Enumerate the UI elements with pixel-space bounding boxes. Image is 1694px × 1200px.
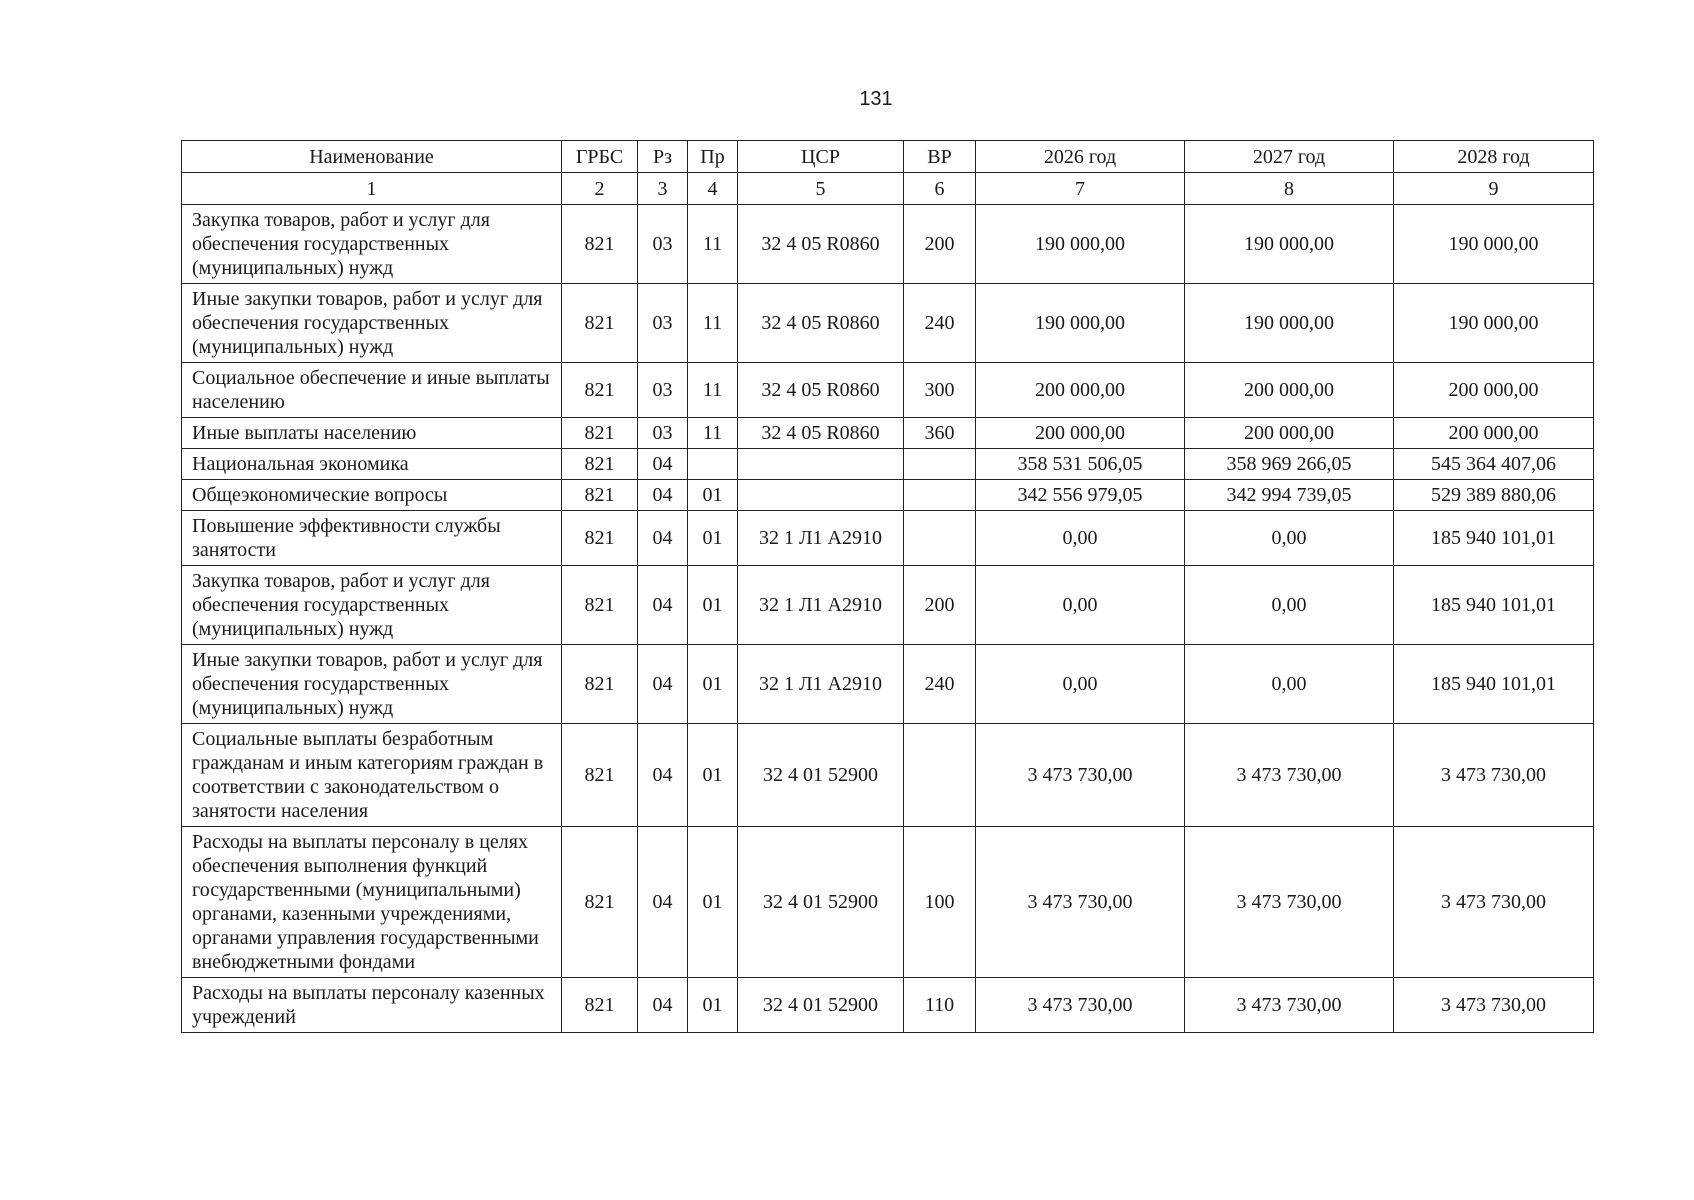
cell-rz: 04 [638,480,688,511]
cell-vr: 360 [904,418,976,449]
column-number: 4 [688,173,738,205]
cell-grbs: 821 [562,827,638,978]
cell-2026: 0,00 [976,566,1185,645]
column-number: 5 [738,173,904,205]
cell-pr: 11 [688,205,738,284]
cell-2027: 3 473 730,00 [1185,724,1394,827]
column-header: ГРБС [562,141,638,173]
cell-grbs: 821 [562,363,638,418]
column-number: 8 [1185,173,1394,205]
column-header: Наименование [182,141,562,173]
cell-csr: 32 4 05 R0860 [738,363,904,418]
cell-csr [738,449,904,480]
cell-2027: 200 000,00 [1185,418,1394,449]
cell-rz: 03 [638,418,688,449]
cell-csr: 32 1 Л1 А2910 [738,511,904,566]
table-row [182,724,1594,827]
cell-pr: 01 [688,978,738,1033]
cell-csr: 32 4 05 R0860 [738,205,904,284]
cell-2028: 3 473 730,00 [1394,978,1594,1033]
cell-2026: 190 000,00 [976,205,1185,284]
cell-2028: 190 000,00 [1394,205,1594,284]
cell-2026: 358 531 506,05 [976,449,1185,480]
cell-pr [688,449,738,480]
table-row [182,284,1594,363]
cell-2026: 200 000,00 [976,363,1185,418]
cell-rz: 03 [638,284,688,363]
table-row [182,827,1594,978]
cell-name: Иные закупки товаров, работ и услуг для обеспечения государственных (муниципальных) нужд [182,645,562,724]
cell-2026: 342 556 979,05 [976,480,1185,511]
cell-vr: 300 [904,363,976,418]
cell-name: Расходы на выплаты персоналу в целях обеспечения выполнения функций государственными (муниципальными) органами, казенными учреждениями, органами управления государственными внебюджетными фондами [182,827,562,978]
cell-2028: 529 389 880,06 [1394,480,1594,511]
cell-2027: 3 473 730,00 [1185,827,1394,978]
column-number: 3 [638,173,688,205]
column-header: Пр [688,141,738,173]
cell-grbs: 821 [562,205,638,284]
cell-2028: 545 364 407,06 [1394,449,1594,480]
cell-grbs: 821 [562,978,638,1033]
column-header: ВР [904,141,976,173]
cell-2028: 185 940 101,01 [1394,566,1594,645]
cell-2027: 190 000,00 [1185,284,1394,363]
cell-pr: 01 [688,827,738,978]
cell-pr: 01 [688,480,738,511]
cell-2026: 3 473 730,00 [976,978,1185,1033]
cell-grbs: 821 [562,418,638,449]
cell-2027: 190 000,00 [1185,205,1394,284]
table-row [182,205,1594,284]
cell-vr: 200 [904,205,976,284]
cell-vr: 240 [904,284,976,363]
cell-2026: 0,00 [976,511,1185,566]
table-row [182,645,1594,724]
cell-2027: 0,00 [1185,645,1394,724]
cell-rz: 04 [638,827,688,978]
cell-2028: 190 000,00 [1394,284,1594,363]
cell-name: Закупка товаров, работ и услуг для обеспечения государственных (муниципальных) нужд [182,205,562,284]
cell-vr [904,449,976,480]
table-row [182,418,1594,449]
cell-csr: 32 4 01 52900 [738,827,904,978]
cell-pr: 01 [688,511,738,566]
header-row [182,141,1594,173]
cell-2027: 3 473 730,00 [1185,978,1394,1033]
cell-pr: 11 [688,284,738,363]
cell-grbs: 821 [562,511,638,566]
column-number: 1 [182,173,562,205]
cell-grbs: 821 [562,645,638,724]
cell-2027: 358 969 266,05 [1185,449,1394,480]
cell-pr: 11 [688,418,738,449]
table-row [182,978,1594,1033]
cell-grbs: 821 [562,480,638,511]
cell-2028: 200 000,00 [1394,418,1594,449]
cell-grbs: 821 [562,724,638,827]
cell-name: Повышение эффективности службы занятости [182,511,562,566]
cell-name: Общеэкономические вопросы [182,480,562,511]
cell-2028: 3 473 730,00 [1394,724,1594,827]
cell-2027: 342 994 739,05 [1185,480,1394,511]
column-number: 6 [904,173,976,205]
column-number: 9 [1394,173,1594,205]
cell-name: Социальное обеспечение и иные выплаты населению [182,363,562,418]
cell-name: Иные выплаты населению [182,418,562,449]
cell-pr: 01 [688,566,738,645]
table-row [182,511,1594,566]
cell-2028: 185 940 101,01 [1394,511,1594,566]
cell-2028: 3 473 730,00 [1394,827,1594,978]
cell-vr: 110 [904,978,976,1033]
cell-name: Иные закупки товаров, работ и услуг для обеспечения государственных (муниципальных) нужд [182,284,562,363]
cell-rz: 04 [638,511,688,566]
column-header: ЦСР [738,141,904,173]
column-header: 2027 год [1185,141,1394,173]
cell-2026: 3 473 730,00 [976,724,1185,827]
cell-csr: 32 4 01 52900 [738,978,904,1033]
cell-csr: 32 1 Л1 А2910 [738,645,904,724]
cell-csr: 32 4 01 52900 [738,724,904,827]
column-header: 2026 год [976,141,1185,173]
column-number: 2 [562,173,638,205]
column-header: 2028 год [1394,141,1594,173]
cell-2027: 0,00 [1185,566,1394,645]
cell-csr: 32 4 05 R0860 [738,418,904,449]
table-body [182,205,1594,1033]
cell-pr: 01 [688,724,738,827]
cell-2026: 0,00 [976,645,1185,724]
cell-vr: 100 [904,827,976,978]
cell-rz: 04 [638,724,688,827]
cell-rz: 04 [638,449,688,480]
cell-pr: 11 [688,363,738,418]
cell-name: Расходы на выплаты персоналу казенных учреждений [182,978,562,1033]
cell-rz: 03 [638,363,688,418]
cell-rz: 04 [638,645,688,724]
cell-2026: 3 473 730,00 [976,827,1185,978]
cell-name: Закупка товаров, работ и услуг для обеспечения государственных (муниципальных) нужд [182,566,562,645]
table-row [182,363,1594,418]
cell-2027: 200 000,00 [1185,363,1394,418]
budget-table [181,140,1594,1033]
cell-2026: 200 000,00 [976,418,1185,449]
cell-name: Национальная экономика [182,449,562,480]
cell-csr: 32 4 05 R0860 [738,284,904,363]
cell-rz: 03 [638,205,688,284]
page-number: 131 [859,88,893,110]
column-header: Рз [638,141,688,173]
cell-2028: 185 940 101,01 [1394,645,1594,724]
cell-vr: 240 [904,645,976,724]
cell-vr [904,511,976,566]
cell-vr: 200 [904,566,976,645]
cell-vr [904,480,976,511]
column-number: 7 [976,173,1185,205]
cell-csr [738,480,904,511]
table-row [182,566,1594,645]
cell-rz: 04 [638,566,688,645]
cell-rz: 04 [638,978,688,1033]
cell-grbs: 821 [562,449,638,480]
cell-name: Социальные выплаты безработным гражданам и иным категориям граждан в соответствии с законодательством о занятости населения [182,724,562,827]
cell-2027: 0,00 [1185,511,1394,566]
cell-csr: 32 1 Л1 А2910 [738,566,904,645]
column-number-row [182,173,1594,205]
cell-grbs: 821 [562,284,638,363]
cell-vr [904,724,976,827]
cell-2026: 190 000,00 [976,284,1185,363]
table-row [182,449,1594,480]
cell-grbs: 821 [562,566,638,645]
cell-pr: 01 [688,645,738,724]
cell-2028: 200 000,00 [1394,363,1594,418]
table-row [182,480,1594,511]
